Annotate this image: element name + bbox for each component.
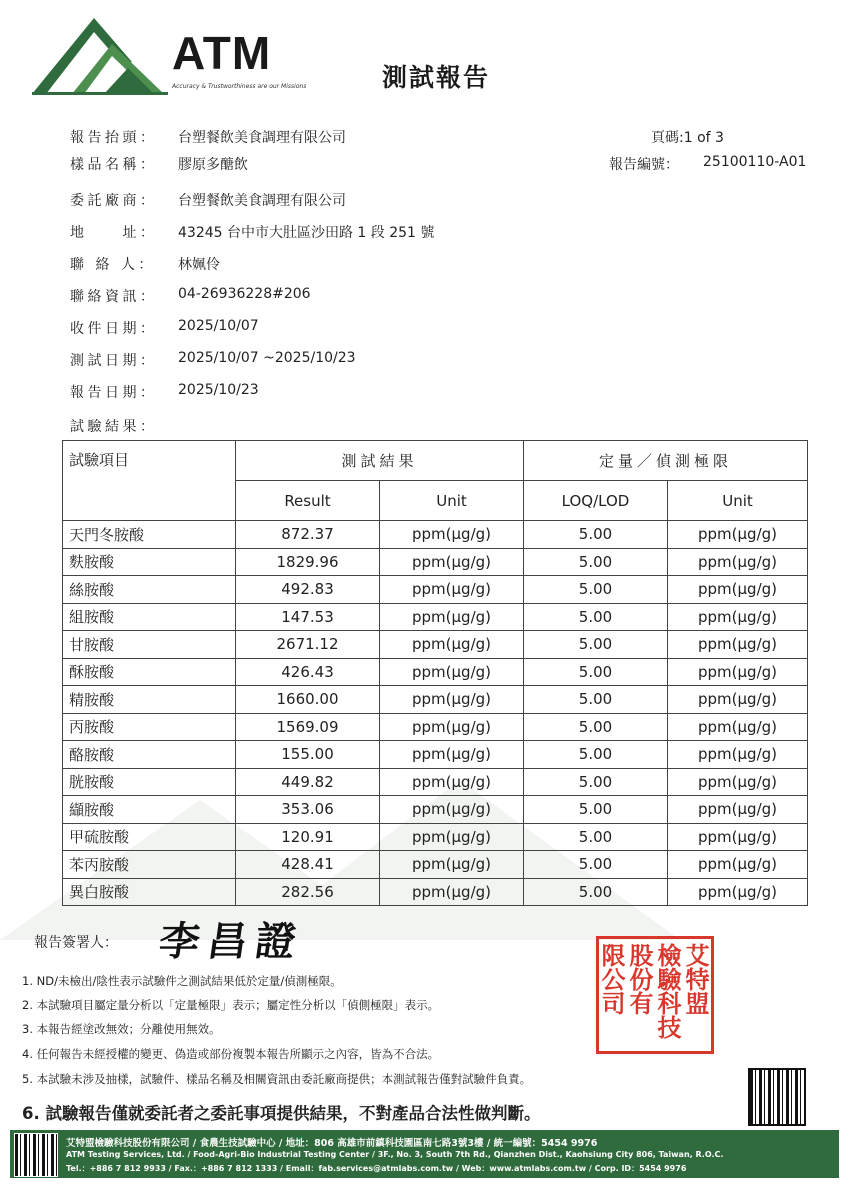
cell-unit: ppm(μg/g)	[380, 603, 524, 631]
cell-unit2: ppm(μg/g)	[668, 658, 808, 686]
table-row	[63, 878, 808, 906]
cell-loq: 5.00	[524, 658, 668, 686]
cell-unit: ppm(μg/g)	[380, 521, 524, 549]
result-group-header: 測試結果	[236, 441, 524, 481]
cell-loq: 5.00	[524, 603, 668, 631]
info-label: 聯 絡 人：	[70, 257, 156, 273]
cell-loq: 5.00	[524, 741, 668, 769]
cell-loq: 5.00	[524, 548, 668, 576]
table-row	[63, 796, 808, 824]
cell-item: 異白胺酸	[63, 878, 236, 906]
cell-unit: ppm(μg/g)	[380, 823, 524, 851]
info-label: 試驗結果：	[70, 419, 158, 435]
info-value: 台塑餐飲美食調理有限公司	[178, 130, 346, 146]
cell-item: 酪胺酸	[63, 741, 236, 769]
cell-loq: 5.00	[524, 851, 668, 879]
note-disclaimer: 6. 試驗報告僅就委託者之委託事項提供結果，不對產品合法性做判斷。	[22, 1104, 541, 1123]
company-stamp: 艾特盟 檢驗科技 股份有 限公司	[596, 936, 714, 1054]
info-value: 04-26936228#206	[178, 286, 311, 302]
cell-loq: 5.00	[524, 796, 668, 824]
footer-qr-icon	[14, 1133, 58, 1177]
table-row	[63, 548, 808, 576]
cell-result: 428.41	[236, 851, 380, 879]
cell-unit: ppm(μg/g)	[380, 631, 524, 659]
cell-result: 1829.96	[236, 548, 380, 576]
table-row	[63, 851, 808, 879]
cell-unit2: ppm(μg/g)	[668, 521, 808, 549]
cell-unit2: ppm(μg/g)	[668, 686, 808, 714]
cell-unit: ppm(μg/g)	[380, 548, 524, 576]
info-value: 台塑餐飲美食調理有限公司	[178, 193, 346, 209]
cell-unit2: ppm(μg/g)	[668, 878, 808, 906]
cell-unit2: ppm(μg/g)	[668, 603, 808, 631]
cell-result: 1569.09	[236, 713, 380, 741]
cell-result: 872.37	[236, 521, 380, 549]
cell-unit2: ppm(μg/g)	[668, 741, 808, 769]
signature: 李昌證	[156, 918, 307, 965]
page-number: 頁碼:1 of 3	[651, 130, 724, 146]
table-row	[63, 603, 808, 631]
note-item: 4. 任何報告未經授權的變更、偽造或部份複製本報告所顯示之內容，皆為不合法。	[22, 1047, 440, 1061]
cell-item: 組胺酸	[63, 603, 236, 631]
note-item: 5. 本試驗未涉及抽樣，試驗件、樣品名稱及相關資訊由委託廠商提供；本測試報告僅對試驗件負責。	[22, 1072, 532, 1086]
sub-loq-header: LOQ/LOD	[524, 481, 668, 521]
info-value: 膠原多醣飲	[178, 157, 248, 173]
cell-unit2: ppm(μg/g)	[668, 823, 808, 851]
cell-unit: ppm(μg/g)	[380, 768, 524, 796]
cell-unit: ppm(μg/g)	[380, 576, 524, 604]
cell-unit: ppm(μg/g)	[380, 658, 524, 686]
cell-item: 酥胺酸	[63, 658, 236, 686]
col-item-header: 試驗項目	[63, 441, 236, 521]
cell-result: 155.00	[236, 741, 380, 769]
table-row	[63, 576, 808, 604]
info-value: 2025/10/07	[178, 318, 259, 334]
info-label: 地 址：	[70, 225, 158, 241]
info-value: 2025/10/23	[178, 382, 259, 398]
table-row	[63, 741, 808, 769]
cell-loq: 5.00	[524, 878, 668, 906]
cell-result: 426.43	[236, 658, 380, 686]
note-item: 3. 本報告經塗改無效；分離使用無效。	[22, 1022, 221, 1036]
footer-line-2: ATM Testing Services, Ltd. / Food-Agri-Bio Industrial Testing Center / 3F., No. 3, South 7th Rd., Qianzhen Dist., Kaohsiung City 806, Taiwan, R.O.C.	[66, 1150, 724, 1159]
sub-unit2-header: Unit	[668, 481, 808, 521]
info-label: 測試日期：	[70, 353, 158, 369]
limit-group-header: 定量／偵測極限	[524, 441, 808, 481]
cell-unit: ppm(μg/g)	[380, 741, 524, 769]
cell-unit2: ppm(μg/g)	[668, 768, 808, 796]
table-row	[63, 768, 808, 796]
cell-item: 甲硫胺酸	[63, 823, 236, 851]
sub-result-header: Result	[236, 481, 380, 521]
cell-loq: 5.00	[524, 521, 668, 549]
cell-loq: 5.00	[524, 686, 668, 714]
cell-result: 147.53	[236, 603, 380, 631]
cell-result: 2671.12	[236, 631, 380, 659]
cell-result: 449.82	[236, 768, 380, 796]
results-table	[62, 440, 808, 906]
page-title: 測試報告	[382, 63, 491, 92]
cell-result: 1660.00	[236, 686, 380, 714]
note-item: 2. 本試驗項目屬定量分析以「定量極限」表示；屬定性分析以「偵側極限」表示。	[22, 998, 440, 1012]
qr-code-icon	[748, 1068, 806, 1126]
cell-item: 苯丙胺酸	[63, 851, 236, 879]
cell-unit2: ppm(μg/g)	[668, 548, 808, 576]
info-label: 報告日期：	[70, 385, 158, 401]
cell-unit2: ppm(μg/g)	[668, 851, 808, 879]
info-label: 報告抬頭：	[70, 130, 158, 146]
cell-unit: ppm(μg/g)	[380, 851, 524, 879]
footer-line-3: Tel.：+886 7 812 9933 / Fax.：+886 7 812 1333 / Email：fab.services@atmlabs.com.tw / Web：www.atmlabs.com.tw / Corp. ID：5454 9976	[66, 1164, 687, 1173]
cell-result: 353.06	[236, 796, 380, 824]
info-label: 委託廠商：	[70, 193, 158, 209]
logo-tagline: Accuracy & Trustworthiness are our Missions	[172, 83, 307, 90]
cell-item: 丙胺酸	[63, 713, 236, 741]
info-value: 林姵伶	[178, 257, 220, 273]
signature-label: 報告簽署人：	[34, 935, 118, 951]
cell-unit: ppm(μg/g)	[380, 796, 524, 824]
table-row	[63, 521, 808, 549]
table-row	[63, 713, 808, 741]
table-row	[63, 686, 808, 714]
cell-loq: 5.00	[524, 631, 668, 659]
info-label: 收件日期：	[70, 321, 158, 337]
cell-item: 纈胺酸	[63, 796, 236, 824]
info-label: 聯絡資訊：	[70, 289, 158, 305]
cell-item: 天門冬胺酸	[63, 521, 236, 549]
logo-text: ATM	[172, 27, 272, 79]
info-label: 樣品名稱：	[70, 157, 158, 173]
cell-unit2: ppm(μg/g)	[668, 576, 808, 604]
report-no: 25100110-A01	[703, 154, 807, 170]
cell-loq: 5.00	[524, 823, 668, 851]
table-row	[63, 658, 808, 686]
cell-unit2: ppm(μg/g)	[668, 796, 808, 824]
table-row	[63, 631, 808, 659]
cell-loq: 5.00	[524, 576, 668, 604]
cell-unit: ppm(μg/g)	[380, 686, 524, 714]
cell-result: 120.91	[236, 823, 380, 851]
cell-result: 282.56	[236, 878, 380, 906]
note-item: 1. ND/未檢出/陰性表示試驗件之測試結果低於定量/偵測極限。	[22, 974, 342, 988]
info-value: 2025/10/07 ~2025/10/23	[178, 350, 356, 366]
cell-result: 492.83	[236, 576, 380, 604]
cell-loq: 5.00	[524, 768, 668, 796]
cell-unit2: ppm(μg/g)	[668, 713, 808, 741]
cell-unit: ppm(μg/g)	[380, 713, 524, 741]
cell-item: 精胺酸	[63, 686, 236, 714]
cell-item: 胱胺酸	[63, 768, 236, 796]
info-value: 43245 台中市大肚區沙田路 1 段 251 號	[178, 225, 435, 241]
cell-item: 絲胺酸	[63, 576, 236, 604]
cell-item: 甘胺酸	[63, 631, 236, 659]
footer-line-1: 艾特盟檢驗科技股份有限公司 / 食農生技試驗中心 / 地址：806 高雄市前鎮科技園區南七路3號3樓 / 統一編號：5454 9976	[66, 1138, 598, 1149]
sub-unit-header: Unit	[380, 481, 524, 521]
table-row	[63, 823, 808, 851]
cell-unit: ppm(μg/g)	[380, 878, 524, 906]
atm-logo-icon	[32, 16, 172, 96]
cell-unit2: ppm(μg/g)	[668, 631, 808, 659]
cell-item: 麩胺酸	[63, 548, 236, 576]
cell-loq: 5.00	[524, 713, 668, 741]
report-no-label: 報告編號：	[609, 157, 679, 173]
